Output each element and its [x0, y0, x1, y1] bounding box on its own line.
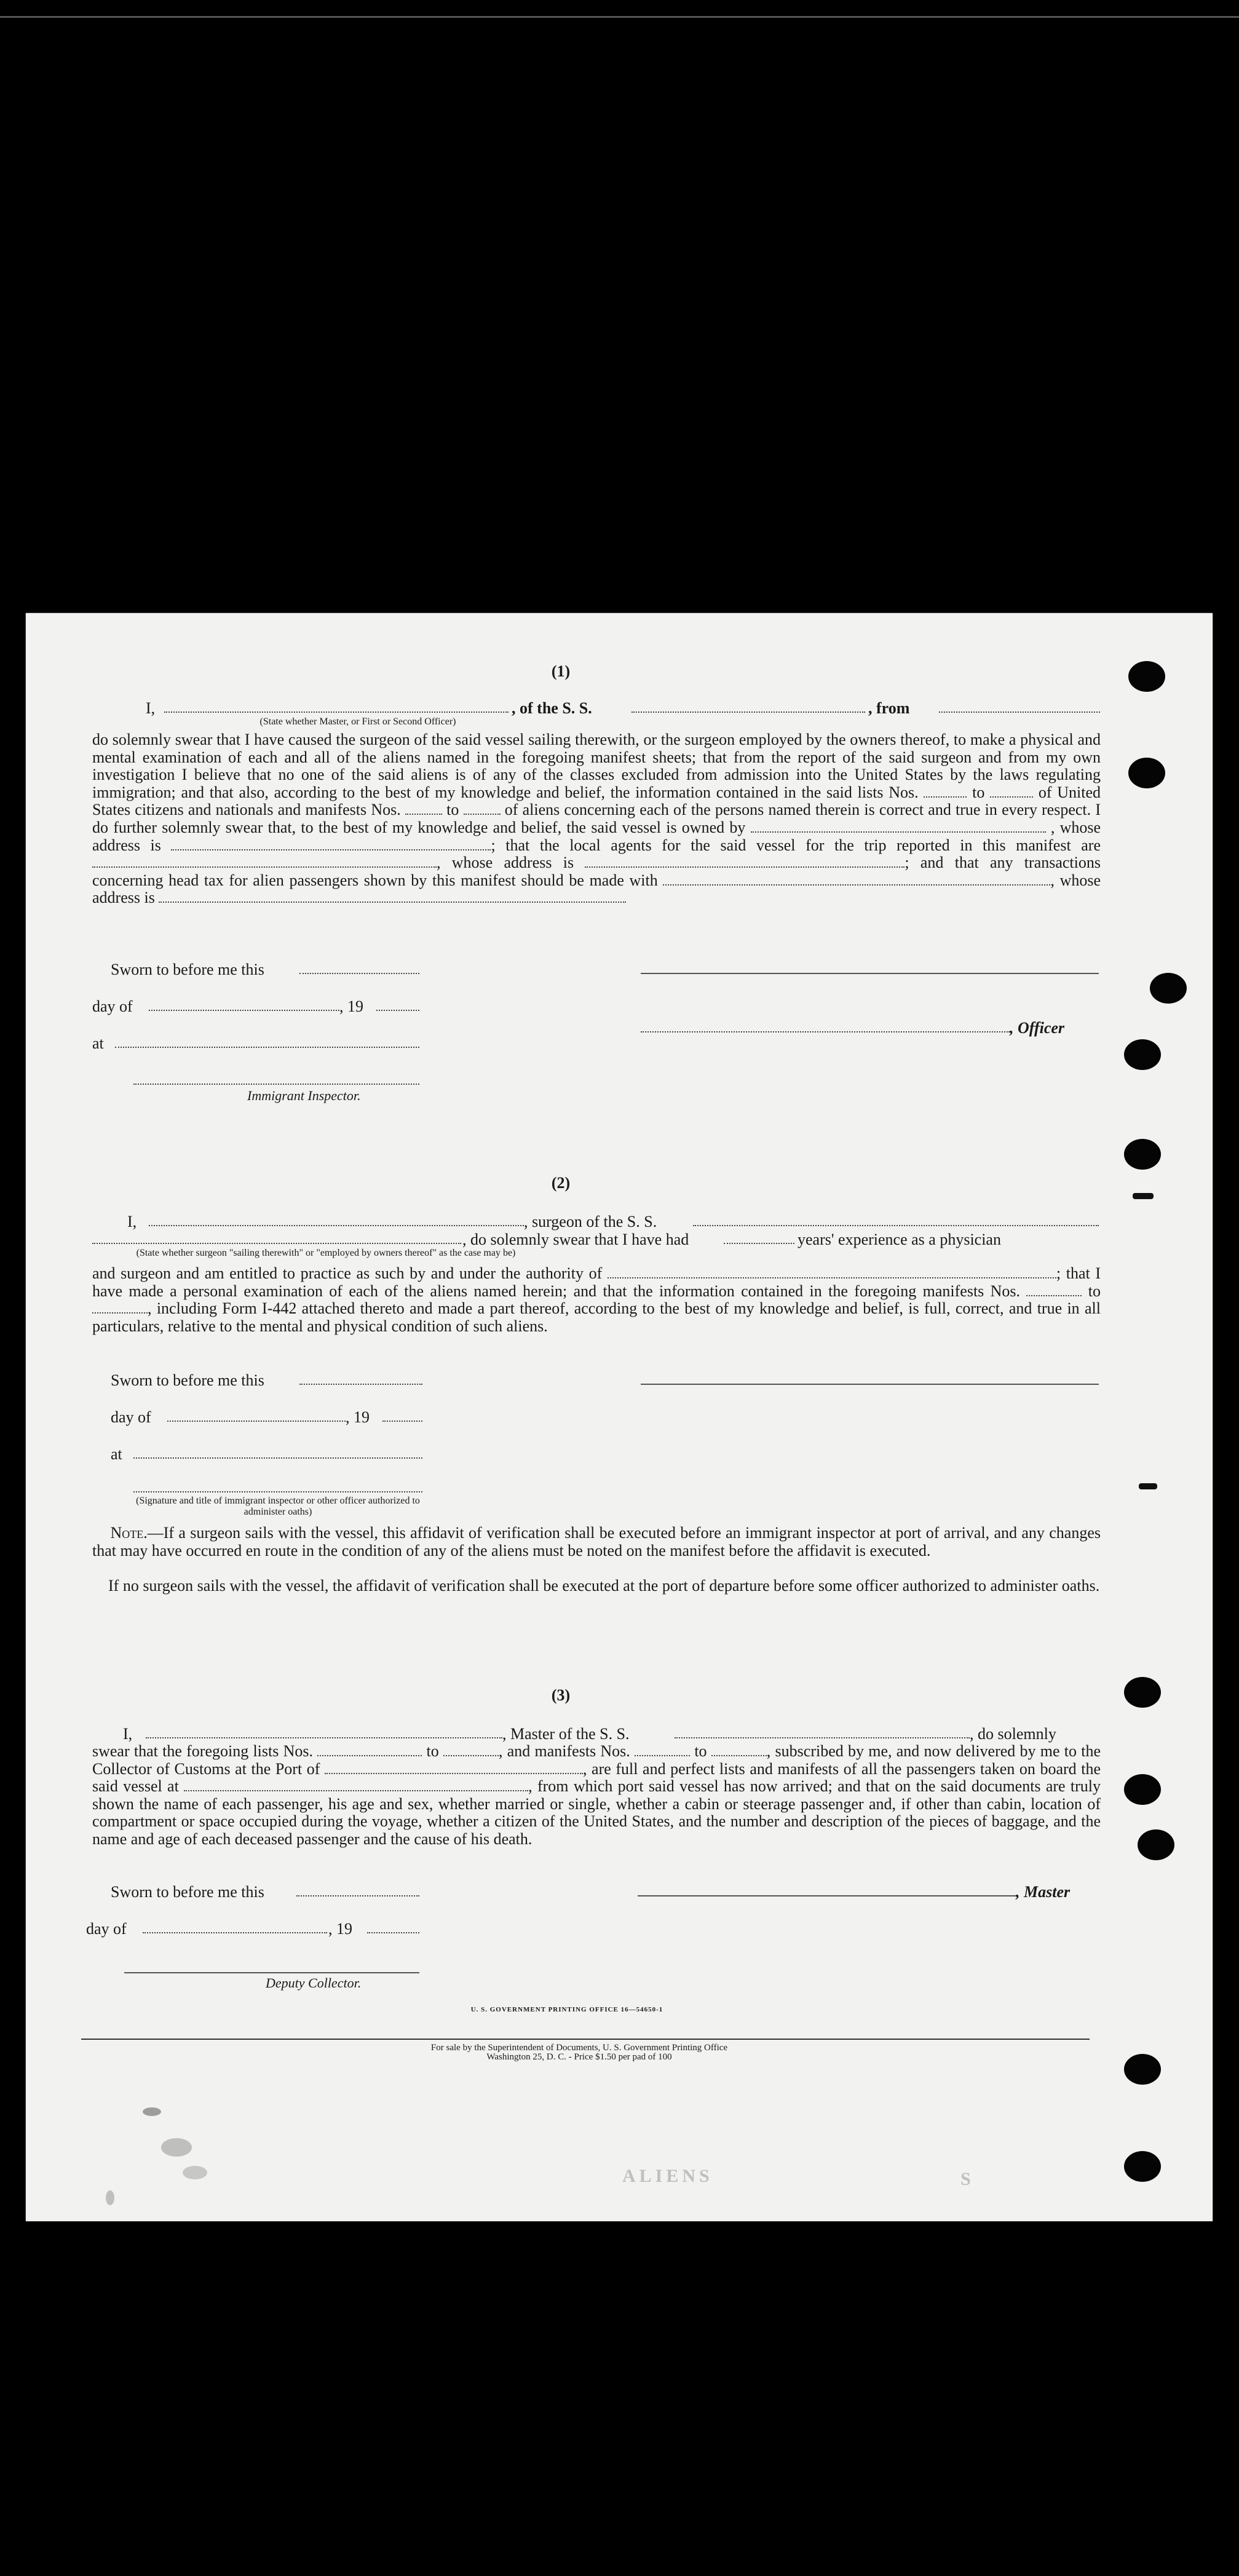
sale-line-1: For sale by the Superintendent of Documents, U. S. Government Printing Office [430, 2043, 728, 2053]
s3-master-of: , Master of the S. S. [502, 1725, 630, 1743]
s2-day-of: day of [111, 1408, 151, 1426]
s3-day-of: day of [86, 1920, 127, 1938]
binding-mark [1133, 1193, 1154, 1199]
s1-sworn: Sworn to before me this [111, 961, 264, 978]
s2-surgeon-name-field[interactable] [149, 1225, 524, 1226]
s3-vessel-field[interactable] [675, 1737, 970, 1738]
s1-headtax-field[interactable] [663, 872, 1050, 886]
s1-from-port-field[interactable] [939, 711, 1100, 713]
section-3-number: (3) [551, 1686, 571, 1704]
sale-line-2: Washington 25, D. C. - Price $1.50 per pad of 100 [486, 2052, 672, 2062]
s1-at-field[interactable] [115, 1047, 419, 1048]
s3-to-2: to [694, 1742, 707, 1760]
bleed-through-ghost-text-2: S [960, 2169, 975, 2189]
s3-year-field[interactable] [367, 1932, 419, 1933]
s3-body [92, 1743, 1101, 1849]
smudge [183, 2166, 207, 2179]
s2-sworn-day-field[interactable] [299, 1384, 422, 1385]
s3-port-field[interactable] [325, 1761, 583, 1774]
s3-collector-signature-line[interactable] [124, 1972, 419, 1973]
section-1-number: (1) [551, 662, 571, 680]
binding-hole [1124, 1039, 1161, 1070]
s2-manifest-from-field[interactable] [1026, 1283, 1082, 1296]
s3-body-d: , from which port said vessel has now arrived; and that on the said documents are truly shown the name of each passenger, his age and sex, whether married or single, whether a cabin or steerage passenger and, if other than cabin, location of compartment or space occupied during the voyage, whether a citizen of the United States, and the number and description of the pieces of baggage, and the name and age of each deceased passenger and the cause of his death. [92, 1777, 1101, 1848]
s1-manifests-from-field[interactable] [405, 801, 442, 815]
s2-note-text-2: If no surgeon sails with the vessel, the affidavit of verification shall be executed at the port of departure before some officer authorized to administer oaths. [108, 1577, 1100, 1595]
s2-surgeon-signature-line[interactable] [641, 1384, 1099, 1385]
s2-year-field[interactable] [382, 1421, 422, 1422]
s1-body: do solemnly swear that I have caused the surgeon of the said vessel sailing therewith, or the surgeon employed by the owners thereof, to make a physical and mental examination of each and all of the aliens named in the foregoing manifest sheets; that from the report of the said surgeon and from my own investigation I believe that no one of the said aliens is of any of the classes excluded from admission into the United States by the laws regulating immigration; and that also, according to the best of my knowledge and belief, the information contained in the said lists Nos. to of United States citizens and nationals and manifests Nos. to of aliens concerning each of the persons named therein is correct and true in every respect. I do further solemnly swear that, to the best of my knowledge and belief, the said vessel is owned by , whose address is ; that the local agents for the said vessel for the trip reported in this manifest are , whose address is ; and that any transactions concerning head tax for alien passengers shown by this manifest should be made with , whose address is [92, 731, 1101, 907]
binding-hole [1124, 2054, 1161, 2085]
s1-inspector: Immigrant Inspector. [247, 1088, 361, 1103]
s2-body-c: , including Form I-442 attached thereto and made a part thereof, according to the best of my knowledge and belief, is full, correct, and true in all particulars, relative to the mental and physical condition of such aliens. [92, 1299, 1101, 1335]
s3-embark-port-field[interactable] [184, 1778, 528, 1791]
s3-master-signature-line[interactable] [638, 1895, 1016, 1896]
s2-body: and surgeon and am entitled to practice as such by and under the authority of ; that I have made a personal examination of each of the aliens named herein; and that the information contained in the foregoing manifests Nos. to , including Form I-442 attached thereto and made a part thereof, according to the best of my knowledge and belief, is full, correct, and true in all particulars, relative to the mental and physical condition of such aliens. [92, 1264, 1101, 1335]
smudge [106, 2190, 114, 2205]
s1-i: I, [146, 699, 156, 717]
s1-officer-rank-field[interactable] [164, 711, 509, 713]
print-code: U. S. GOVERNMENT PRINTING OFFICE 16—54650-1 [470, 2006, 663, 2013]
smudge [143, 2107, 161, 2116]
s1-day-of: day of [92, 997, 133, 1015]
s1-vessel-name-field[interactable] [631, 711, 865, 713]
s1-from: , from [868, 699, 910, 717]
s2-vessel-field[interactable] [693, 1225, 1099, 1226]
top-edge-line [0, 16, 1239, 18]
s1-to-1: to [972, 783, 985, 801]
s3-sworn: Sworn to before me this [111, 1883, 264, 1901]
s1-body-g: ; and that any transactions concerning head tax for alien passengers shown by this manifest should be made with [92, 854, 1101, 889]
binding-mark [1139, 1483, 1157, 1489]
smudge [161, 2138, 192, 2157]
s3-master-name-field[interactable] [146, 1737, 502, 1738]
s1-body-a: do solemnly swear that I have caused the surgeon of the said vessel sailing therewith, or the surgeon employed by the owners thereof, to make a physical and mental examination of each and all of the aliens named in the foregoing manifest sheets; that from the report of the said surgeon and from my own investigation I believe that no one of the said aliens is of any of the classes excluded from admission into the United States by the laws regulating immigration; and that also, according to the best of my knowledge and belief, the information contained in the said lists Nos. [92, 731, 1101, 801]
s3-manifests: , and manifests Nos. [498, 1742, 630, 1760]
s1-officer-title-line[interactable] [641, 1031, 1010, 1032]
s2-note-label: Note. [110, 1524, 148, 1542]
binding-hole [1124, 1139, 1161, 1170]
s1-body-c: of aliens concerning each of the persons named therein is correct and true in every respect. I do further solemnly swear that, to the best of my knowledge and belief, the said vessel is owned by [92, 801, 1101, 836]
s3-lists-from-field[interactable] [317, 1743, 422, 1756]
binding-hole [1124, 1774, 1161, 1805]
s1-body-h: , whose address is [92, 871, 1101, 907]
footer-rule [81, 2039, 1090, 2040]
s3-manifests-from-field[interactable] [635, 1743, 690, 1756]
s1-month-field[interactable] [149, 1010, 339, 1011]
s3-collector: Deputy Collector. [266, 1975, 362, 1991]
s3-manifests-to-field[interactable] [711, 1743, 767, 1756]
s2-swear: , do solemnly swear that I have had [462, 1231, 689, 1248]
s2-body-b: that I have made a personal examination of each of the aliens named herein; and that the information contained in the foregoing manifests Nos. [92, 1264, 1101, 1300]
binding-hole [1128, 758, 1165, 788]
s2-capacity-caption: (State whether surgeon "sailing therewith" or "employed by owners thereof" as the case may be) [136, 1248, 516, 1258]
s1-agents-address-field[interactable] [585, 854, 905, 868]
s1-headtax-address-field[interactable] [159, 889, 626, 903]
s1-lists-from-field[interactable] [924, 784, 967, 798]
binding-hole [1128, 661, 1165, 692]
s2-authority-field[interactable] [608, 1265, 1056, 1278]
binding-hole [1138, 1829, 1174, 1860]
s1-manifests-to-field[interactable] [464, 801, 501, 815]
s3-year: , 19 [328, 1920, 352, 1938]
s2-surgeon-of: , surgeon of the S. S. [524, 1213, 657, 1231]
s1-lists-to-field[interactable] [990, 784, 1033, 798]
binding-hole [1150, 973, 1187, 1004]
s2-to: to [1088, 1282, 1101, 1300]
s1-agents-field[interactable] [92, 854, 437, 868]
s1-year: , 19 [339, 997, 363, 1015]
s3-to-1: to [426, 1742, 439, 1760]
s2-sworn: Sworn to before me this [111, 1371, 264, 1389]
s1-rank-caption: (State whether Master, or First or Second Officer) [259, 716, 456, 727]
s3-sworn-day-field[interactable] [296, 1895, 419, 1896]
s1-officer: , Officer [1010, 1019, 1065, 1037]
s2-years-field[interactable] [724, 1243, 794, 1244]
s1-to-2: to [446, 801, 459, 819]
s2-sig-caption: (Signature and title of immigrant inspector or other officer authorized to administer oaths) [136, 1496, 420, 1517]
s2-inspector-signature-line[interactable] [133, 1491, 422, 1492]
s1-officer-signature-line[interactable] [641, 973, 1099, 974]
section-2-number: (2) [551, 1174, 571, 1192]
s1-sworn-day-field[interactable] [299, 973, 419, 974]
s1-body-d: , whose address is [92, 818, 1101, 854]
s2-note-1 [92, 1524, 1101, 1559]
s3-master: , Master [1016, 1883, 1071, 1901]
s1-inspector-signature-line[interactable] [133, 1084, 419, 1085]
s1-owner-field[interactable] [751, 819, 1046, 833]
s1-body-e: that the local agents for the said vessel for the trip reported in this manifest are [505, 836, 1101, 854]
s2-year: , 19 [346, 1408, 370, 1426]
binding-hole [1124, 1677, 1161, 1708]
s3-month-field[interactable] [143, 1932, 327, 1933]
s2-years: years' experience as a physician [798, 1231, 1001, 1248]
s3-body-c: , are full and perfect lists and manifests of all the passengers taken on board the said vessel at [92, 1759, 1101, 1796]
s1-at: at [92, 1034, 104, 1052]
s2-note-2 [92, 1577, 1101, 1595]
s3-lists-to-field[interactable] [443, 1743, 499, 1756]
s2-i: I, [127, 1213, 137, 1231]
s1-body-b: of United States citizens and nationals and manifests Nos. [92, 783, 1101, 819]
s2-body-a: and surgeon and am entitled to practice as such by and under the authority of [92, 1264, 603, 1282]
bleed-through-ghost-text: ALIENS [622, 2166, 713, 2186]
s1-of-ss: , of the S. S. [512, 699, 592, 717]
s2-at-field[interactable] [133, 1457, 422, 1459]
s3-i: I, [123, 1725, 133, 1743]
s3-body-a: swear that the foregoing lists Nos. [92, 1742, 313, 1760]
s1-body-f: whose address is [451, 854, 574, 872]
binding-hole [1124, 2151, 1161, 2182]
s1-owner-address-field[interactable] [171, 837, 491, 850]
s2-note-text-1: —If a surgeon sails with the vessel, this affidavit of verification shall be executed before an immigrant inspector at port of arrival, and any changes that may have occurred en route in the condition of any of the aliens must be noted on the manifest before the affidavit is executed. [92, 1524, 1101, 1559]
s2-capacity-field[interactable] [92, 1243, 461, 1244]
s3-body-b: , subscribed by me, and now delivered by me to the Collector of Customs at the Port of [92, 1742, 1101, 1778]
s2-month-field[interactable] [167, 1421, 346, 1422]
s1-year-field[interactable] [376, 1010, 419, 1011]
s3-swear: , do solemnly [970, 1725, 1056, 1743]
s2-at: at [111, 1445, 122, 1463]
manifest-affidavit-page [26, 613, 1213, 2221]
s2-manifest-to-field[interactable] [92, 1300, 148, 1314]
